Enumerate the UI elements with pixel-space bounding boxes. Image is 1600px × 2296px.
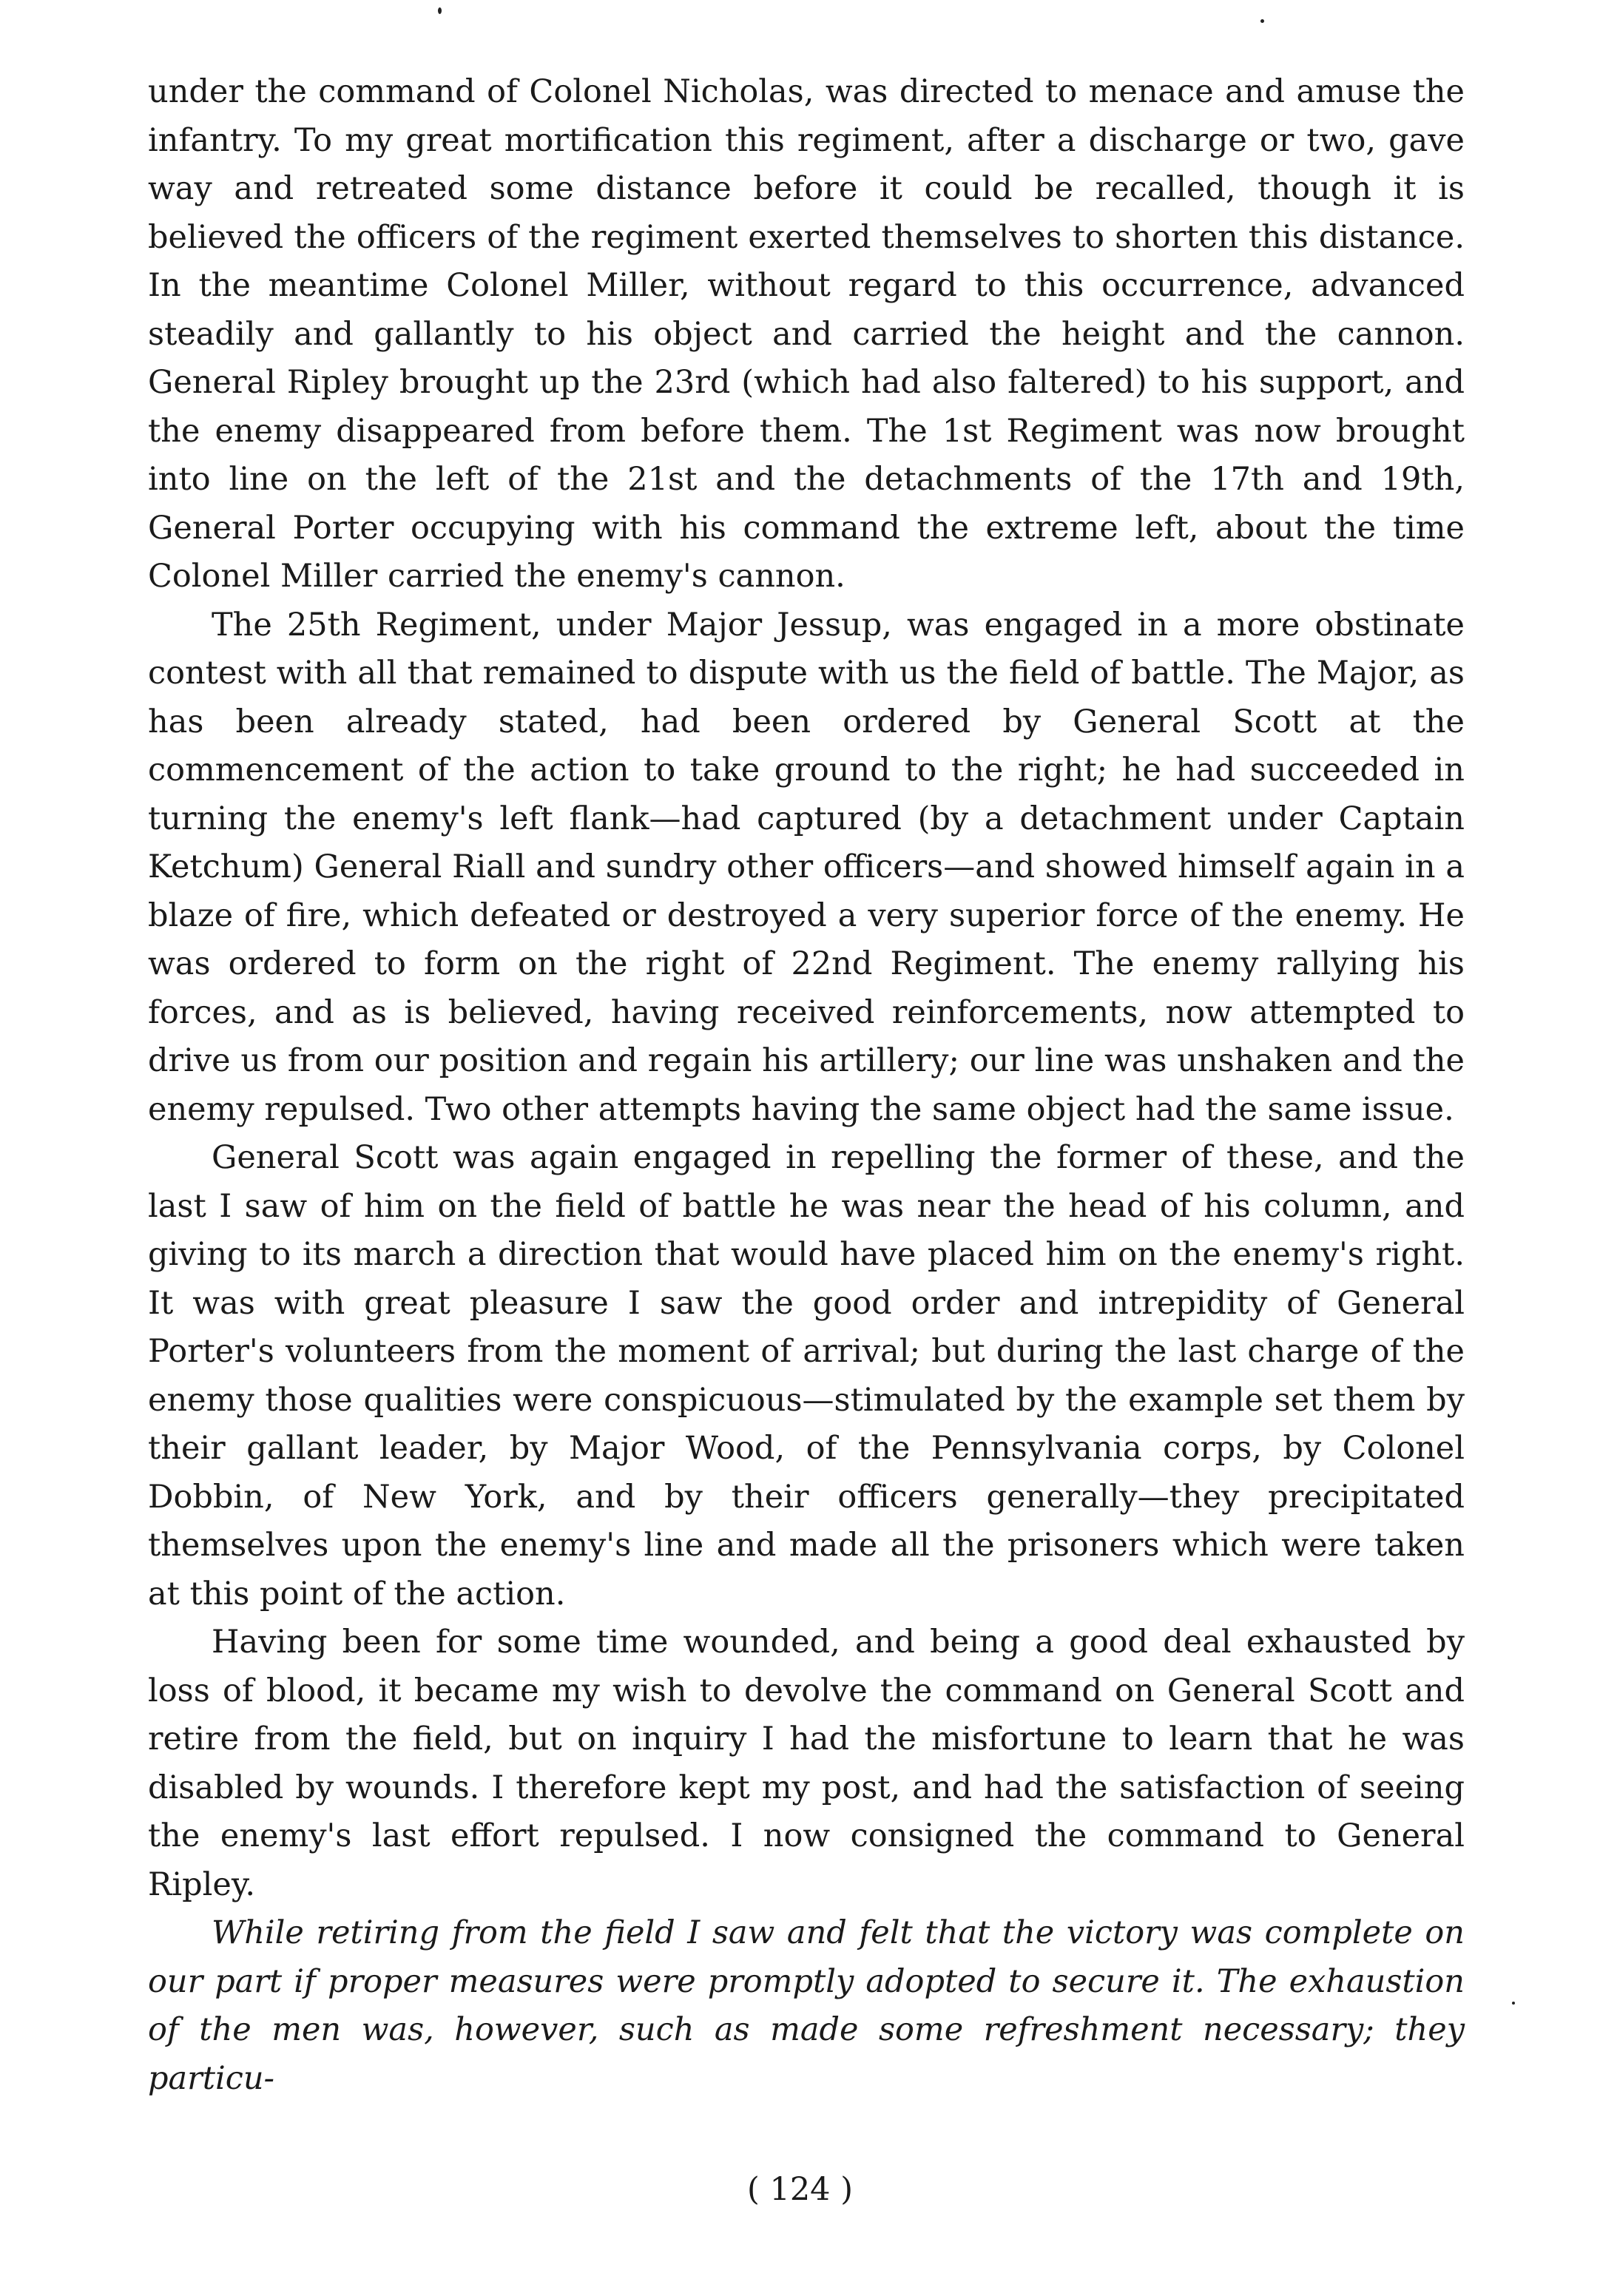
paragraph-4: Having been for some time wounded, and being a good deal exhausted by loss of blood, it became my wish to devolve the command on General Scott and retire from the field, but on inquiry I had the misfortune to learn that he was disabled by wounds. I therefore kept my post, and had the satisfaction of seeing the enemy's last effort repulsed. I now consigned the command to General Ripley. [148, 1624, 1465, 1903]
print-speck [438, 7, 442, 14]
paragraph-3: General Scott was again engaged in repelling the former of these, and the last I saw of him on the field of battle he was near the head of his column, and giving to its march a direction that would have placed him on the enemy's right. It was with great pleasure I saw the good order and intrepidity of General Porter's volunteers from the moment of arrival; but during the last charge of the enemy those qualities were conspicuous—stimulated by the example set them by their gallant leader, by Major Wood, of the Pennsylvania corps, by Colonel Dobbin, of New York, and by their officers generally—they precipitated themselves upon the enemy's line and made all the prisoners which were taken at this point of the action. [148, 1139, 1465, 1613]
paragraph-5: While retiring from the field I saw and felt that the victory was complete on our part if proper measures were promptly adopted to secure it. The exhaustion of the men was, however, such as made some refreshment necessary; they particu- [148, 1914, 1465, 2097]
print-speck [1512, 2002, 1515, 2005]
body-text [148, 68, 1465, 2103]
print-speck [1260, 19, 1264, 23]
paragraph-2: The 25th Regiment, under Major Jessup, was engaged in a more obstinate contest with all that remained to dispute with us the field of battle. The Major, as has been already stated, had been ordered by General Scott at the commencement of the action to take ground to the right; he had succeeded in turning the enemy's left flank—had captured (by a detachment under Captain Ketchum) General Riall and sundry other officers—and showed himself again in a blaze of fire, which defeated or destroyed a very superior force of the enemy. He was ordered to form on the right of 22nd Regiment. The enemy rallying his forces, and as is believed, having received reinforcements, now attempted to drive us from our position and regain his artillery; our line was unshaken and the enemy repulsed. Two other attempts having the same object had the same issue. [148, 606, 1465, 1128]
paragraph-1: under the command of Colonel Nicholas, was directed to menace and amuse the infantry. To my great mortification this regiment, after a discharge or two, gave way and retreated some distance before it could be recalled, though it is believed the officers of the regiment exerted themselves to shorten this distance. In the meantime Colonel Miller, without regard to this occurrence, advanced steadily and gallantly to his object and carried the height and the cannon. General Ripley brought up the 23rd (which had also faltered) to his support, and the enemy disappeared from before them. The 1st Regiment was now brought into line on the left of the 21st and the detachments of the 17th and 19th, General Porter occupying with his command the extreme left, about the time Colonel Miller carried the enemy's cannon. [148, 73, 1465, 595]
page-number: ( 124 ) [747, 2171, 853, 2208]
